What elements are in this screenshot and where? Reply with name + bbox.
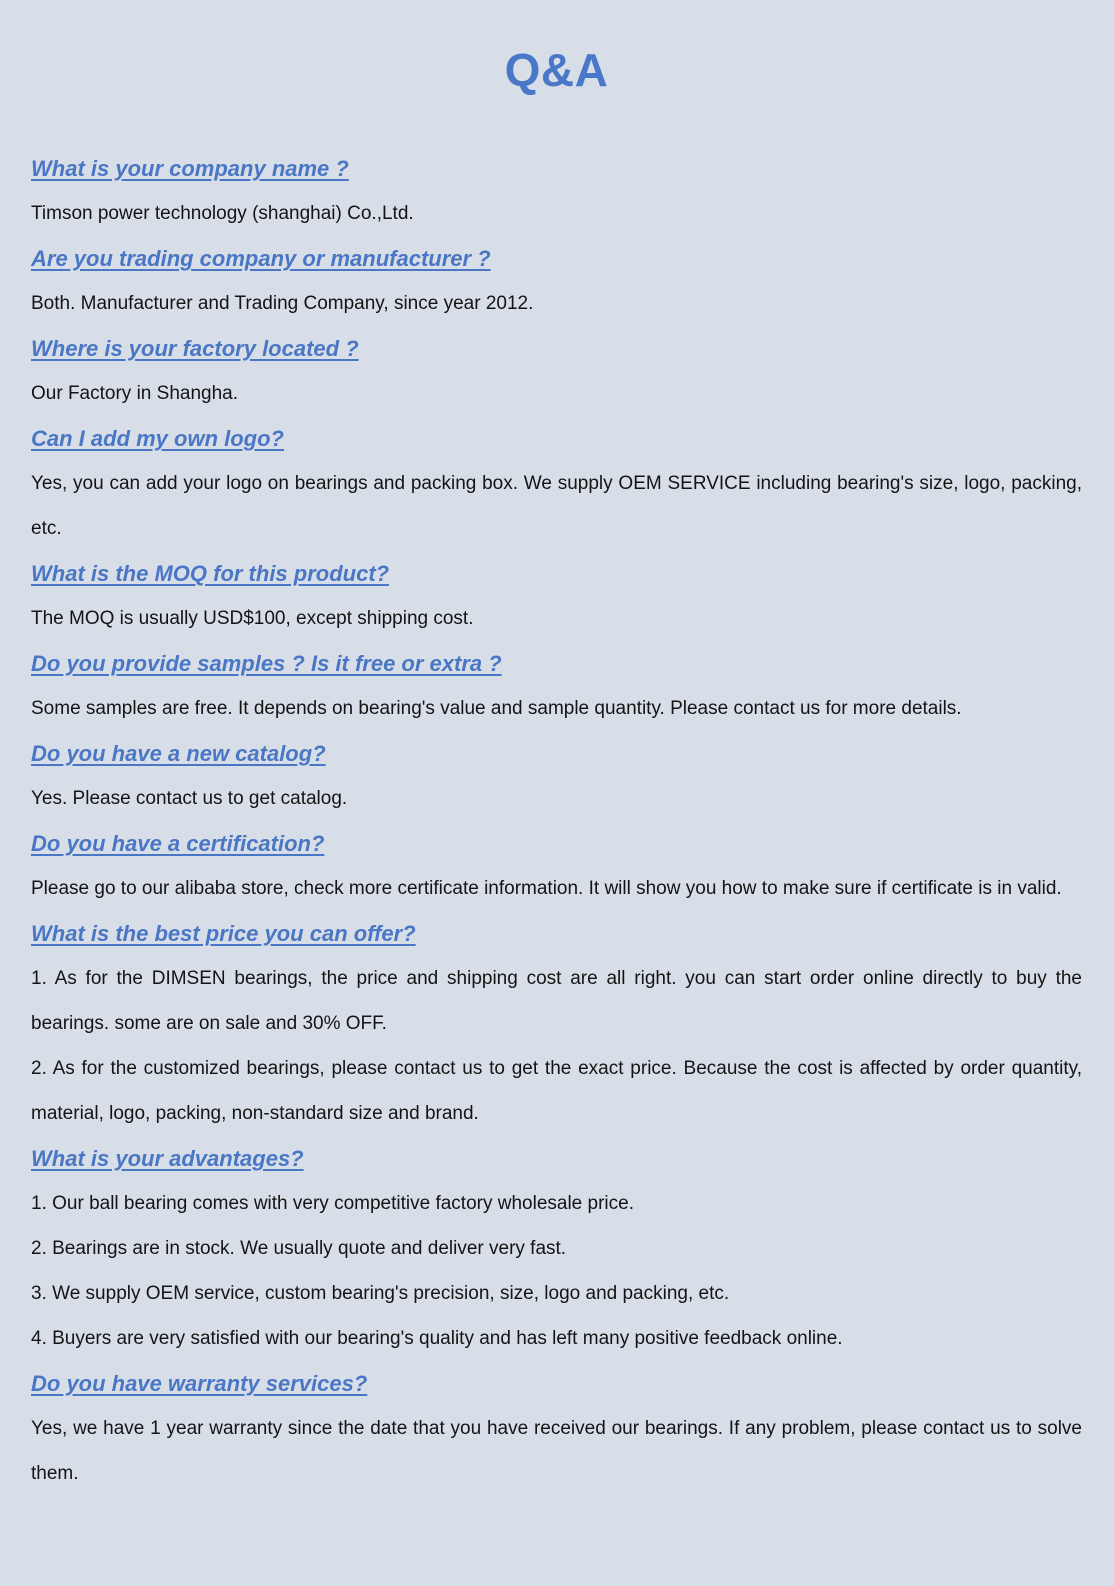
question: Do you have warranty services? bbox=[31, 1371, 368, 1396]
qa-item bbox=[31, 551, 1082, 641]
answer: 1. Our ball bearing comes with very competitive factory wholesale price. bbox=[31, 1193, 634, 1214]
answer: 2. As for the customized bearings, please contact us to get the exact price. Because the cost is affected by order quantity, material, logo, packing, non-standard size and brand. bbox=[31, 1058, 1082, 1124]
question: Do you provide samples ? Is it free or extra ? bbox=[31, 651, 502, 676]
question: What is the best price you can offer? bbox=[31, 921, 416, 946]
answer: 4. Buyers are very satisfied with our bearing's quality and has left many positive feedback online. bbox=[31, 1328, 843, 1349]
page-title: Q&A bbox=[504, 44, 609, 96]
qa-item bbox=[31, 641, 1082, 731]
question: What is your company name ? bbox=[31, 156, 349, 181]
answer: 1. As for the DIMSEN bearings, the price and shipping cost are all right. you can start order online directly to buy the bearings. some are on sale and 30% OFF. bbox=[31, 968, 1082, 1034]
answer: 2. Bearings are in stock. We usually quote and deliver very fast. bbox=[31, 1238, 567, 1259]
question: Do you have a new catalog? bbox=[31, 741, 326, 766]
qa-item bbox=[31, 1361, 1082, 1496]
qa-item bbox=[31, 146, 1082, 236]
answer: Please go to our alibaba store, check more certificate information. It will show you how to make sure if certificate is in valid. bbox=[31, 878, 1062, 899]
qa-item bbox=[31, 326, 1082, 416]
question: Can I add my own logo? bbox=[31, 426, 284, 451]
question: Do you have a certification? bbox=[31, 831, 325, 856]
question: What is the MOQ for this product? bbox=[31, 561, 390, 586]
qa-item bbox=[31, 236, 1082, 326]
answer: Some samples are free. It depends on bearing's value and sample quantity. Please contact us for more details. bbox=[31, 698, 962, 719]
qa-item bbox=[31, 911, 1082, 1136]
qa-item bbox=[31, 1136, 1082, 1361]
answer: Timson power technology (shanghai) Co.,Ltd. bbox=[31, 203, 414, 224]
answer: Both. Manufacturer and Trading Company, since year 2012. bbox=[31, 293, 534, 314]
answer: Yes, you can add your logo on bearings and packing box. We supply OEM SERVICE including bearing's size, logo, packing, etc. bbox=[31, 473, 1082, 539]
answer: Yes, we have 1 year warranty since the date that you have received our bearings. If any problem, please contact us to solve them. bbox=[31, 1418, 1082, 1484]
answer: Our Factory in Shangha. bbox=[31, 383, 238, 404]
question: Where is your factory located ? bbox=[31, 336, 359, 361]
answer: Yes. Please contact us to get catalog. bbox=[31, 788, 348, 809]
qa-item bbox=[31, 821, 1082, 911]
qa-item bbox=[31, 416, 1082, 551]
qa-item bbox=[31, 731, 1082, 821]
question: Are you trading company or manufacturer ? bbox=[31, 246, 491, 271]
answer: 3. We supply OEM service, custom bearing's precision, size, logo and packing, etc. bbox=[31, 1283, 730, 1304]
question: What is your advantages? bbox=[31, 1146, 304, 1171]
qa-list bbox=[31, 146, 1082, 1496]
answer: The MOQ is usually USD$100, except shipping cost. bbox=[31, 608, 474, 629]
